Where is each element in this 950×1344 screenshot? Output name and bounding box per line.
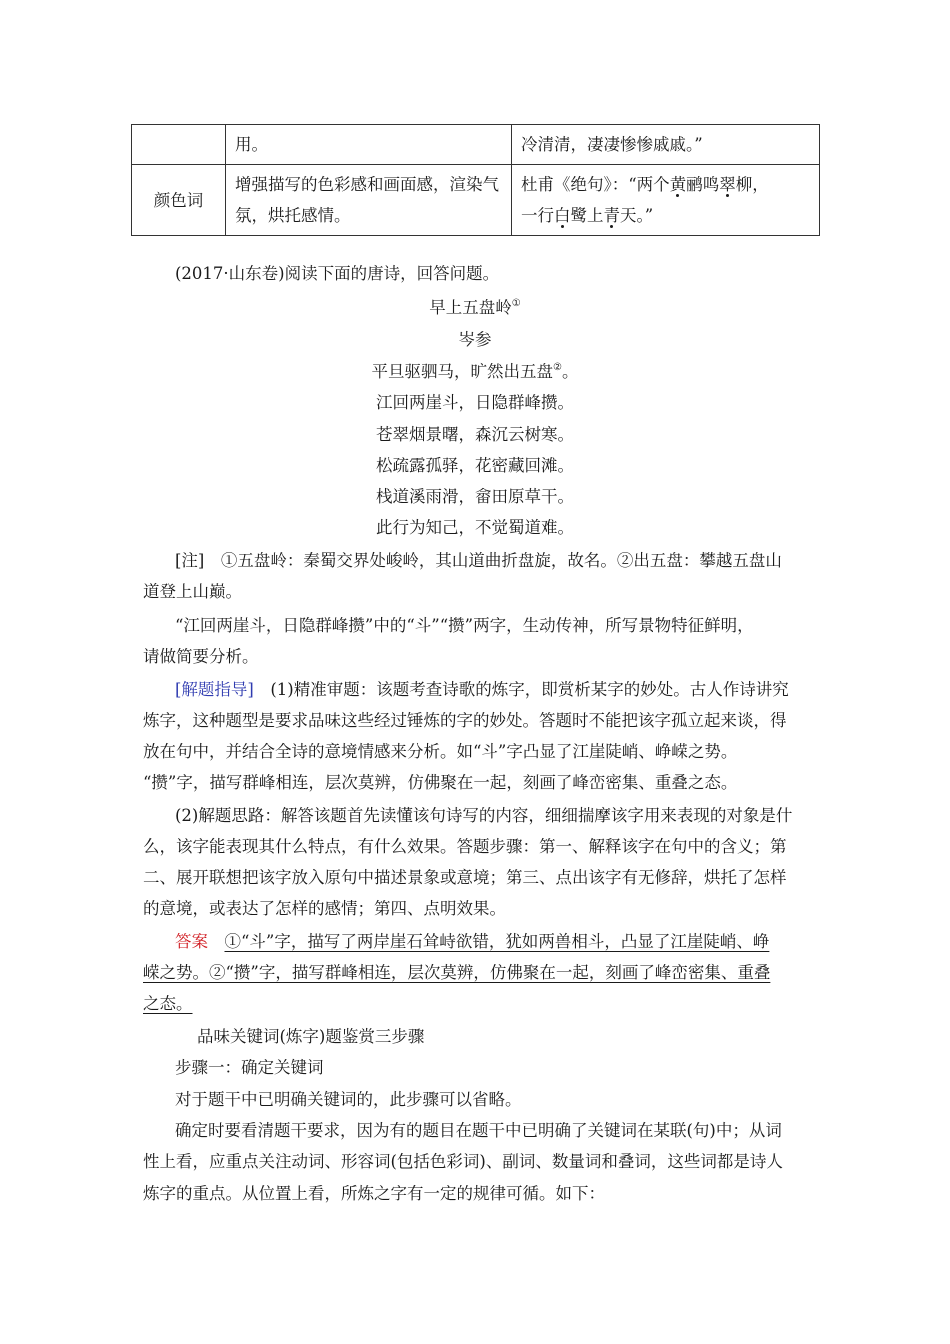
guide-paragraph: 么，该字能表现其什么特点，有什么效果。答题步骤：第一、解释该字在句中的含义；第 [143, 837, 787, 856]
function-text-line: 氛，烘托感情。 [235, 206, 351, 225]
poem-note: [注] ①五盘岭：秦蜀交界处峻岭，其山道曲折盘旋，故名。②出五盘：攀越五盘山 [175, 551, 782, 570]
example-text: 杜甫《绝句》：“两个 [521, 175, 670, 194]
example-text: 柳， [735, 175, 769, 194]
poem-line: 栈道溪雨滑，畲田原草干。 [376, 487, 574, 506]
poem-line [0, 362, 950, 382]
footnote-marker: ① [511, 298, 521, 309]
guide-label: [解题指导] [175, 680, 254, 699]
poem-line: 苍翠烟景曙，森沉云树寒。 [376, 425, 574, 444]
answer-text: 嵘之势。②“攒”字，描写群峰相连，层次莫辨，仿佛聚在一起，刻画了峰峦密集、重叠 [143, 963, 771, 982]
poem-line-text: 平旦驱驷马，旷然出五盘 [371, 362, 554, 381]
answer-paragraph [175, 932, 769, 952]
table-cell-example: 冷清清，凄凄惨惨戚戚。” [512, 125, 820, 165]
example-text: 一行 [521, 206, 554, 225]
question-prompt: 请做简要分析。 [143, 647, 259, 666]
question-prompt: “江回两崖斗，日隐群峰攒”中的“斗”“攒”两字，生动传神，所写景物特征鲜明， [175, 616, 754, 635]
guide-paragraph: “攒”字，描写群峰相连，层次莫辨，仿佛聚在一起，刻画了峰峦密集、重叠之态。 [143, 773, 738, 792]
answer-text: 之态。 [143, 994, 193, 1013]
table-cell-function [226, 165, 512, 236]
table-cell-example [512, 165, 820, 236]
table-row [132, 165, 820, 236]
poem-title [0, 298, 950, 318]
poem-line-text: 。 [561, 362, 579, 381]
emphasized-char: 白 [554, 206, 571, 225]
method-step-heading: 步骤一：确定关键词 [175, 1058, 324, 1077]
guide-text: (1)精准审题：该题考查诗歌的炼字，即赏析某字的妙处。古人作诗讲究 [253, 680, 789, 699]
example-text: 鹭上 [570, 206, 604, 225]
emphasized-char: 黄 [669, 175, 687, 194]
method-paragraph: 确定时要看清题干要求，因为有的题目在题干中已明确了关键词在某联(句)中；从词 [175, 1121, 782, 1140]
answer-label: 答案 [175, 932, 208, 951]
emphasized-char: 青 [603, 206, 620, 225]
method-title: 品味关键词(炼字)题鉴赏三步骤 [197, 1027, 425, 1046]
method-paragraph: 对于题干中已明确关键词的，此步骤可以省略。 [175, 1090, 522, 1109]
guide-paragraph [175, 680, 789, 700]
guide-paragraph: 炼字，这种题型是要求品味这些经过锤炼的字的妙处。答题时不能把该字孤立起来谈，得 [143, 711, 787, 730]
table-cell-type: 颜色词 [132, 165, 226, 236]
question-intro: (2017·山东卷)阅读下面的唐诗，回答问题。 [175, 264, 500, 283]
table-cell-function: 用。 [226, 125, 512, 165]
function-text-line: 增强描写的色彩感和画面感，渲染气 [235, 175, 499, 194]
guide-paragraph: 二、展开联想把该字放入原句中描述景象或意境；第三、点出该字有无修辞，烘托了怎样 [143, 868, 787, 887]
poem-author: 岑参 [458, 330, 492, 349]
example-text: 天。” [620, 206, 654, 225]
method-paragraph: 性上看，应重点关注动词、形容词(包括色彩词)、副词、数量词和叠词，这些词都是诗人 [143, 1152, 783, 1171]
guide-paragraph: 放在句中，并结合全诗的意境情感来分析。如“斗”字凸显了江崖陡峭、峥嵘之势。 [143, 742, 738, 761]
poem-line: 此行为知己，不觉蜀道难。 [376, 518, 574, 537]
poem-line: 松疏露孤驿，花密藏回滩。 [376, 456, 574, 475]
table-row [132, 125, 820, 165]
emphasized-char: 翠 [719, 175, 736, 194]
poem-line: 江回两崖斗，日隐群峰攒。 [376, 393, 574, 412]
answer-text: ①“斗”字，描写了两岸崖石耸峙欲错，犹如两兽相斗，凸显了江崖陡峭、峥 [224, 932, 770, 951]
example-text: 鹂鸣 [686, 175, 720, 194]
table-cell-type [132, 125, 226, 165]
poem-note: 道登上山巅。 [143, 582, 242, 601]
word-type-table [131, 124, 820, 236]
poem-title-text: 早上五盘岭 [429, 298, 512, 317]
guide-paragraph: 的意境，或表达了怎样的感情；第四、点明效果。 [143, 899, 506, 918]
guide-paragraph: (2)解题思路：解答该题首先读懂该句诗写的内容，细细揣摩该字用来表现的对象是什 [175, 806, 793, 825]
method-paragraph: 炼字的重点。从位置上看，所炼之字有一定的规律可循。如下： [143, 1184, 605, 1203]
footnote-marker: ② [553, 362, 562, 373]
